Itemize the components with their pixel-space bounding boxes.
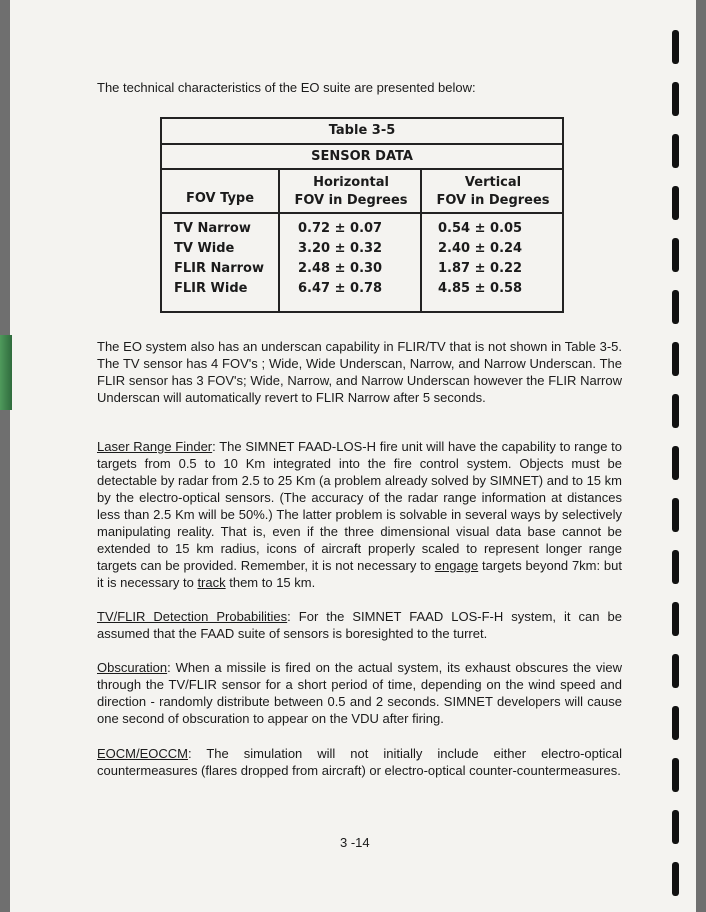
vertical-cell: 1.87 ± 0.22 [438, 261, 523, 276]
table-row [162, 239, 562, 259]
sensor-data-table [160, 117, 564, 313]
table-row [162, 259, 562, 279]
emphasis-track: track [197, 575, 226, 590]
fov-type-cell: FLIR Narrow [174, 261, 264, 276]
emphasis-engage: engage [434, 558, 479, 573]
obscuration-paragraph [97, 659, 622, 727]
table-header [162, 170, 562, 214]
vertical-cell: 4.85 ± 0.58 [438, 281, 523, 296]
header-horizontal-units: FOV in Degrees [294, 193, 408, 208]
header-fov-type: FOV Type [185, 191, 255, 206]
section-heading: Obscuration [97, 660, 168, 675]
table-row [162, 219, 562, 239]
green-tab-edge [0, 335, 12, 410]
fov-type-cell: FLIR Wide [174, 281, 248, 296]
page-number: 3 -14 [340, 835, 370, 850]
section-heading: Laser Range Finder [97, 439, 213, 454]
paragraph-text: : The SIMNET FAAD-LOS-H fire unit will have the capability to range to targets from 0.5 to 10 Km integrated into the fire control system. Objects must be detectable by radar from 2.5 to 25 Km (a problem already solved by SIMNET) and to 15 km by the electro-optical sensors. (The accuracy of the radar range information at distances less than 2.5 Km will be 50%.) The latter problem is solvable in several ways by selectively manipulating reality. That is, even if the three dimensional visual data base cannot be extended to 15 km radius, icons of aircraft properly scaled to represent longer range targets can be provided. Remember, it is not necessary to [97, 439, 622, 573]
paragraph-text: targets beyond 7km: but it is necessary to [97, 558, 622, 590]
intro-text: The technical characteristics of the EO suite are presented below: [97, 80, 476, 95]
paragraph-text: : The simulation will not initially include either electro-optical countermeasures (flares dropped from aircraft) or electro-optical counter-countermeasures. [97, 746, 622, 778]
paragraph-text: them to 15 km. [225, 575, 316, 590]
laser-range-finder-paragraph [97, 438, 622, 591]
spiral-binding [670, 20, 684, 900]
fov-type-cell: TV Wide [174, 241, 235, 256]
header-vertical: Vertical [464, 175, 522, 190]
horizontal-cell: 3.20 ± 0.32 [298, 241, 383, 256]
section-heading: TV/FLIR Detection Probabilities [97, 609, 288, 624]
horizontal-cell: 0.72 ± 0.07 [298, 221, 383, 236]
underscan-paragraph: The EO system also has an underscan capability in FLIR/TV that is not shown in Table 3-5. The TV sensor has 4 FOV's ; Wide, Wide Underscan, Narrow, and Narrow Underscan. The FLIR sensor has 3 FOV's; Wide, Narrow, and Narrow Underscan however the FLIR Narrow Underscan will automatically revert to FLIR Narrow after 5 seconds. [97, 339, 622, 405]
section-heading: EOCM/EOCCM [97, 746, 188, 761]
table-subtitle: SENSOR DATA [162, 145, 562, 170]
horizontal-cell: 6.47 ± 0.78 [298, 281, 383, 296]
table-row [162, 279, 562, 299]
fov-type-cell: TV Narrow [174, 221, 251, 236]
vertical-cell: 2.40 ± 0.24 [438, 241, 523, 256]
header-vertical-units: FOV in Degrees [436, 193, 550, 208]
table-title: Table 3-5 [162, 119, 562, 145]
horizontal-cell: 2.48 ± 0.30 [298, 261, 383, 276]
paragraph-text: : For the SIMNET FAAD LOS-F-H system, it can be assumed that the FAAD suite of sensors is boresighted to the turret. [97, 609, 622, 641]
eocm-paragraph [97, 745, 622, 779]
header-horizontal: Horizontal [313, 175, 389, 190]
vertical-cell: 0.54 ± 0.05 [438, 221, 523, 236]
detection-probabilities-paragraph [97, 608, 622, 642]
paragraph-text: : When a missile is fired on the actual system, its exhaust obscures the view through the TV/FLIR sensor for a short period of time, depending on the wind speed and direction - randomly distribute between 0.5 and 2 seconds. SIMNET developers will cause one second of obscuration to appear on the VDU after firing. [97, 660, 622, 726]
